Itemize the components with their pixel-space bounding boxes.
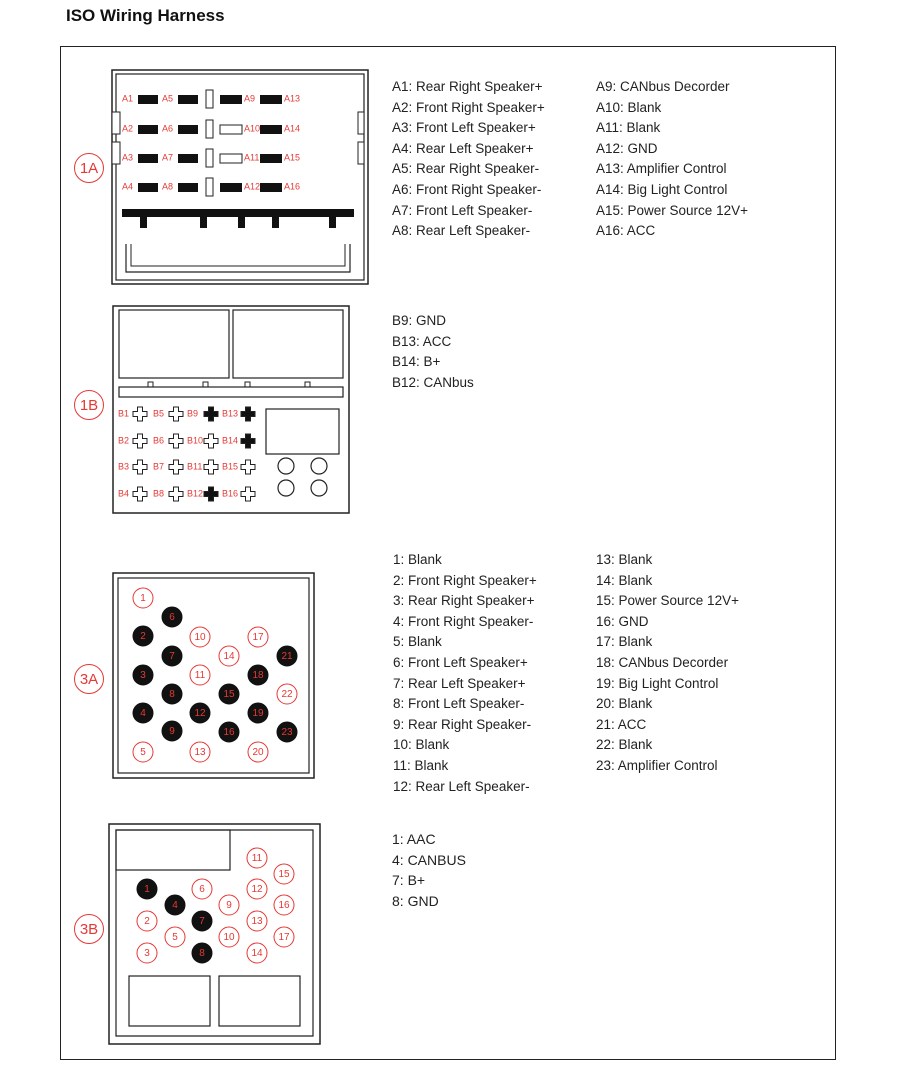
pin-number: 3 (144, 948, 150, 960)
pin-number: 13 (251, 916, 263, 928)
pin-number: 6 (169, 612, 175, 624)
pin-label: A7 (162, 152, 174, 163)
pin-label: A3 (122, 152, 134, 163)
legend-item: A12: GND (596, 140, 658, 156)
pin-number: 4 (140, 708, 146, 720)
legend-item: B9: GND (392, 313, 447, 328)
pin-number: 5 (140, 747, 146, 759)
legend-item: A11: Blank (596, 120, 661, 136)
pin-number: 20 (252, 747, 264, 759)
legend-item: 1: AAC (392, 831, 436, 847)
pin-label: B14 (222, 435, 239, 446)
pin-number: 1 (144, 884, 150, 896)
pin-label: A10 (244, 123, 261, 134)
legend-item: 8: Front Left Speaker- (393, 696, 525, 712)
pin-label: A8 (162, 181, 174, 192)
pin-label: A9 (244, 93, 256, 104)
pin-number: 14 (223, 651, 235, 663)
legend-item: 21: ACC (596, 716, 647, 732)
legend-item: A3: Front Left Speaker+ (392, 120, 536, 136)
legend-item: B14: B+ (392, 354, 441, 370)
pin-number: 2 (144, 916, 150, 928)
pin-number: 14 (251, 948, 263, 960)
pin-label: B1 (118, 408, 130, 419)
legend-item: 19: Big Light Control (596, 675, 719, 691)
legend-item: A2: Front Right Speaker+ (392, 99, 545, 115)
pin-number: 19 (252, 708, 264, 720)
legend-item: 7: Rear Left Speaker+ (393, 675, 526, 691)
legend-item: A4: Rear Left Speaker+ (392, 140, 534, 156)
pin-number: 8 (169, 689, 175, 701)
pin-number: 11 (194, 670, 206, 682)
pin-number: 12 (194, 708, 206, 720)
pin-number: 9 (226, 900, 232, 912)
legend-item: 10: Blank (393, 737, 450, 753)
pin-label: A15 (284, 152, 301, 163)
pin-label: B15 (222, 461, 239, 472)
pin-label: B11 (187, 461, 203, 472)
connector-label-3b: 3B (74, 914, 104, 944)
legend-item: 1: Blank (393, 552, 442, 567)
pin-number: 15 (223, 689, 235, 701)
pin-number: 22 (281, 689, 293, 701)
connector-label-1b: 1B (74, 390, 104, 420)
pin-label: A11 (244, 152, 260, 163)
pin-number: 16 (278, 900, 290, 912)
pin-number: 10 (194, 632, 206, 644)
pin-number: 12 (251, 884, 263, 896)
legend-item: 6: Front Left Speaker+ (393, 654, 528, 670)
connector-label-3a: 3A (74, 664, 104, 694)
legend-item: A5: Rear Right Speaker- (392, 161, 540, 177)
legend-item: 16: GND (596, 613, 649, 629)
pin-number: 13 (194, 747, 206, 759)
pin-number: 4 (172, 900, 178, 912)
pin-label: B16 (222, 488, 239, 499)
pin-number: 7 (169, 651, 175, 663)
pin-label: B4 (118, 488, 130, 499)
pin-number: 18 (252, 670, 264, 682)
pin-label: A4 (122, 181, 134, 192)
legend-item: 8: GND (392, 892, 439, 909)
pin-number: 2 (140, 631, 146, 643)
legend-item: A15: Power Source 12V+ (596, 202, 748, 218)
pin-label: B3 (118, 461, 130, 472)
connector-label-1a: 1A (74, 153, 104, 183)
legend-item: 5: Blank (393, 634, 442, 650)
pin-number: 9 (169, 726, 175, 738)
legend-item: B12: CANbus (392, 374, 474, 390)
pin-number: 11 (251, 853, 263, 865)
pin-label: A14 (284, 123, 301, 134)
legend-item: 3: Rear Right Speaker+ (393, 593, 535, 609)
legend-item: 14: Blank (596, 572, 653, 588)
legend-item: A1: Rear Right Speaker+ (392, 79, 543, 94)
pin-number: 17 (278, 932, 290, 944)
legend-item: A10: Blank (596, 99, 662, 115)
pin-label: B5 (153, 408, 165, 419)
pin-number: 15 (278, 869, 290, 881)
legend-item: B13: ACC (392, 333, 452, 349)
legend-item: A14: Big Light Control (596, 181, 728, 197)
pin-number: 5 (172, 932, 178, 944)
legend-3b (392, 829, 466, 911)
pin-label: A16 (284, 181, 301, 192)
pin-label: A5 (162, 93, 174, 104)
pin-number: 17 (252, 632, 264, 644)
legend-item: A7: Front Left Speaker- (392, 202, 533, 218)
pin-label: B12 (187, 488, 204, 499)
legend-item: A8: Rear Left Speaker- (392, 223, 531, 239)
pin-number: 23 (281, 727, 293, 739)
pin-label: A2 (122, 123, 134, 134)
legend-item: 13: Blank (596, 552, 653, 567)
pin-label: B10 (187, 435, 204, 446)
pin-label: B7 (153, 461, 165, 472)
pin-label: B9 (187, 408, 199, 419)
legend-item: A13: Amplifier Control (596, 161, 727, 177)
legend-item: 7: B+ (392, 872, 426, 889)
legend-item: 18: CANbus Decorder (596, 654, 729, 670)
page-title: ISO Wiring Harness (66, 6, 225, 25)
legend-item: 2: Front Right Speaker+ (393, 572, 537, 588)
pin-number: 16 (223, 727, 235, 739)
pin-label: B8 (153, 488, 165, 499)
legend-item: 22: Blank (596, 737, 653, 753)
legend-item: A9: CANbus Decorder (596, 79, 730, 94)
legend-item: 15: Power Source 12V+ (596, 593, 739, 609)
legend-item: 23: Amplifier Control (596, 757, 718, 773)
pin-number: 21 (281, 651, 293, 663)
legend-item: 9: Rear Right Speaker- (393, 716, 532, 732)
pin-label: B2 (118, 435, 130, 446)
pin-number: 1 (140, 593, 146, 605)
legend-item: 4: CANBUS (392, 851, 466, 868)
legend-item: 12: Rear Left Speaker- (393, 778, 530, 794)
pin-label: A1 (122, 93, 134, 104)
pin-label: A12 (244, 181, 261, 192)
legend-item: 11: Blank (393, 757, 449, 773)
pin-number: 10 (223, 932, 235, 944)
legend-item: A6: Front Right Speaker- (392, 181, 542, 197)
legend-item: 4: Front Right Speaker- (393, 613, 534, 629)
pin-label: A13 (284, 93, 301, 104)
pin-label: A6 (162, 123, 174, 134)
legend-item: 17: Blank (596, 634, 653, 650)
pin-number: 7 (199, 916, 205, 928)
pin-number: 6 (199, 884, 205, 896)
pin-label: B13 (222, 408, 239, 419)
legend-item: A16: ACC (596, 223, 656, 239)
pin-label: B6 (153, 435, 165, 446)
legend-item: 20: Blank (596, 696, 653, 712)
pin-number: 8 (199, 948, 205, 960)
pin-number: 3 (140, 670, 146, 682)
